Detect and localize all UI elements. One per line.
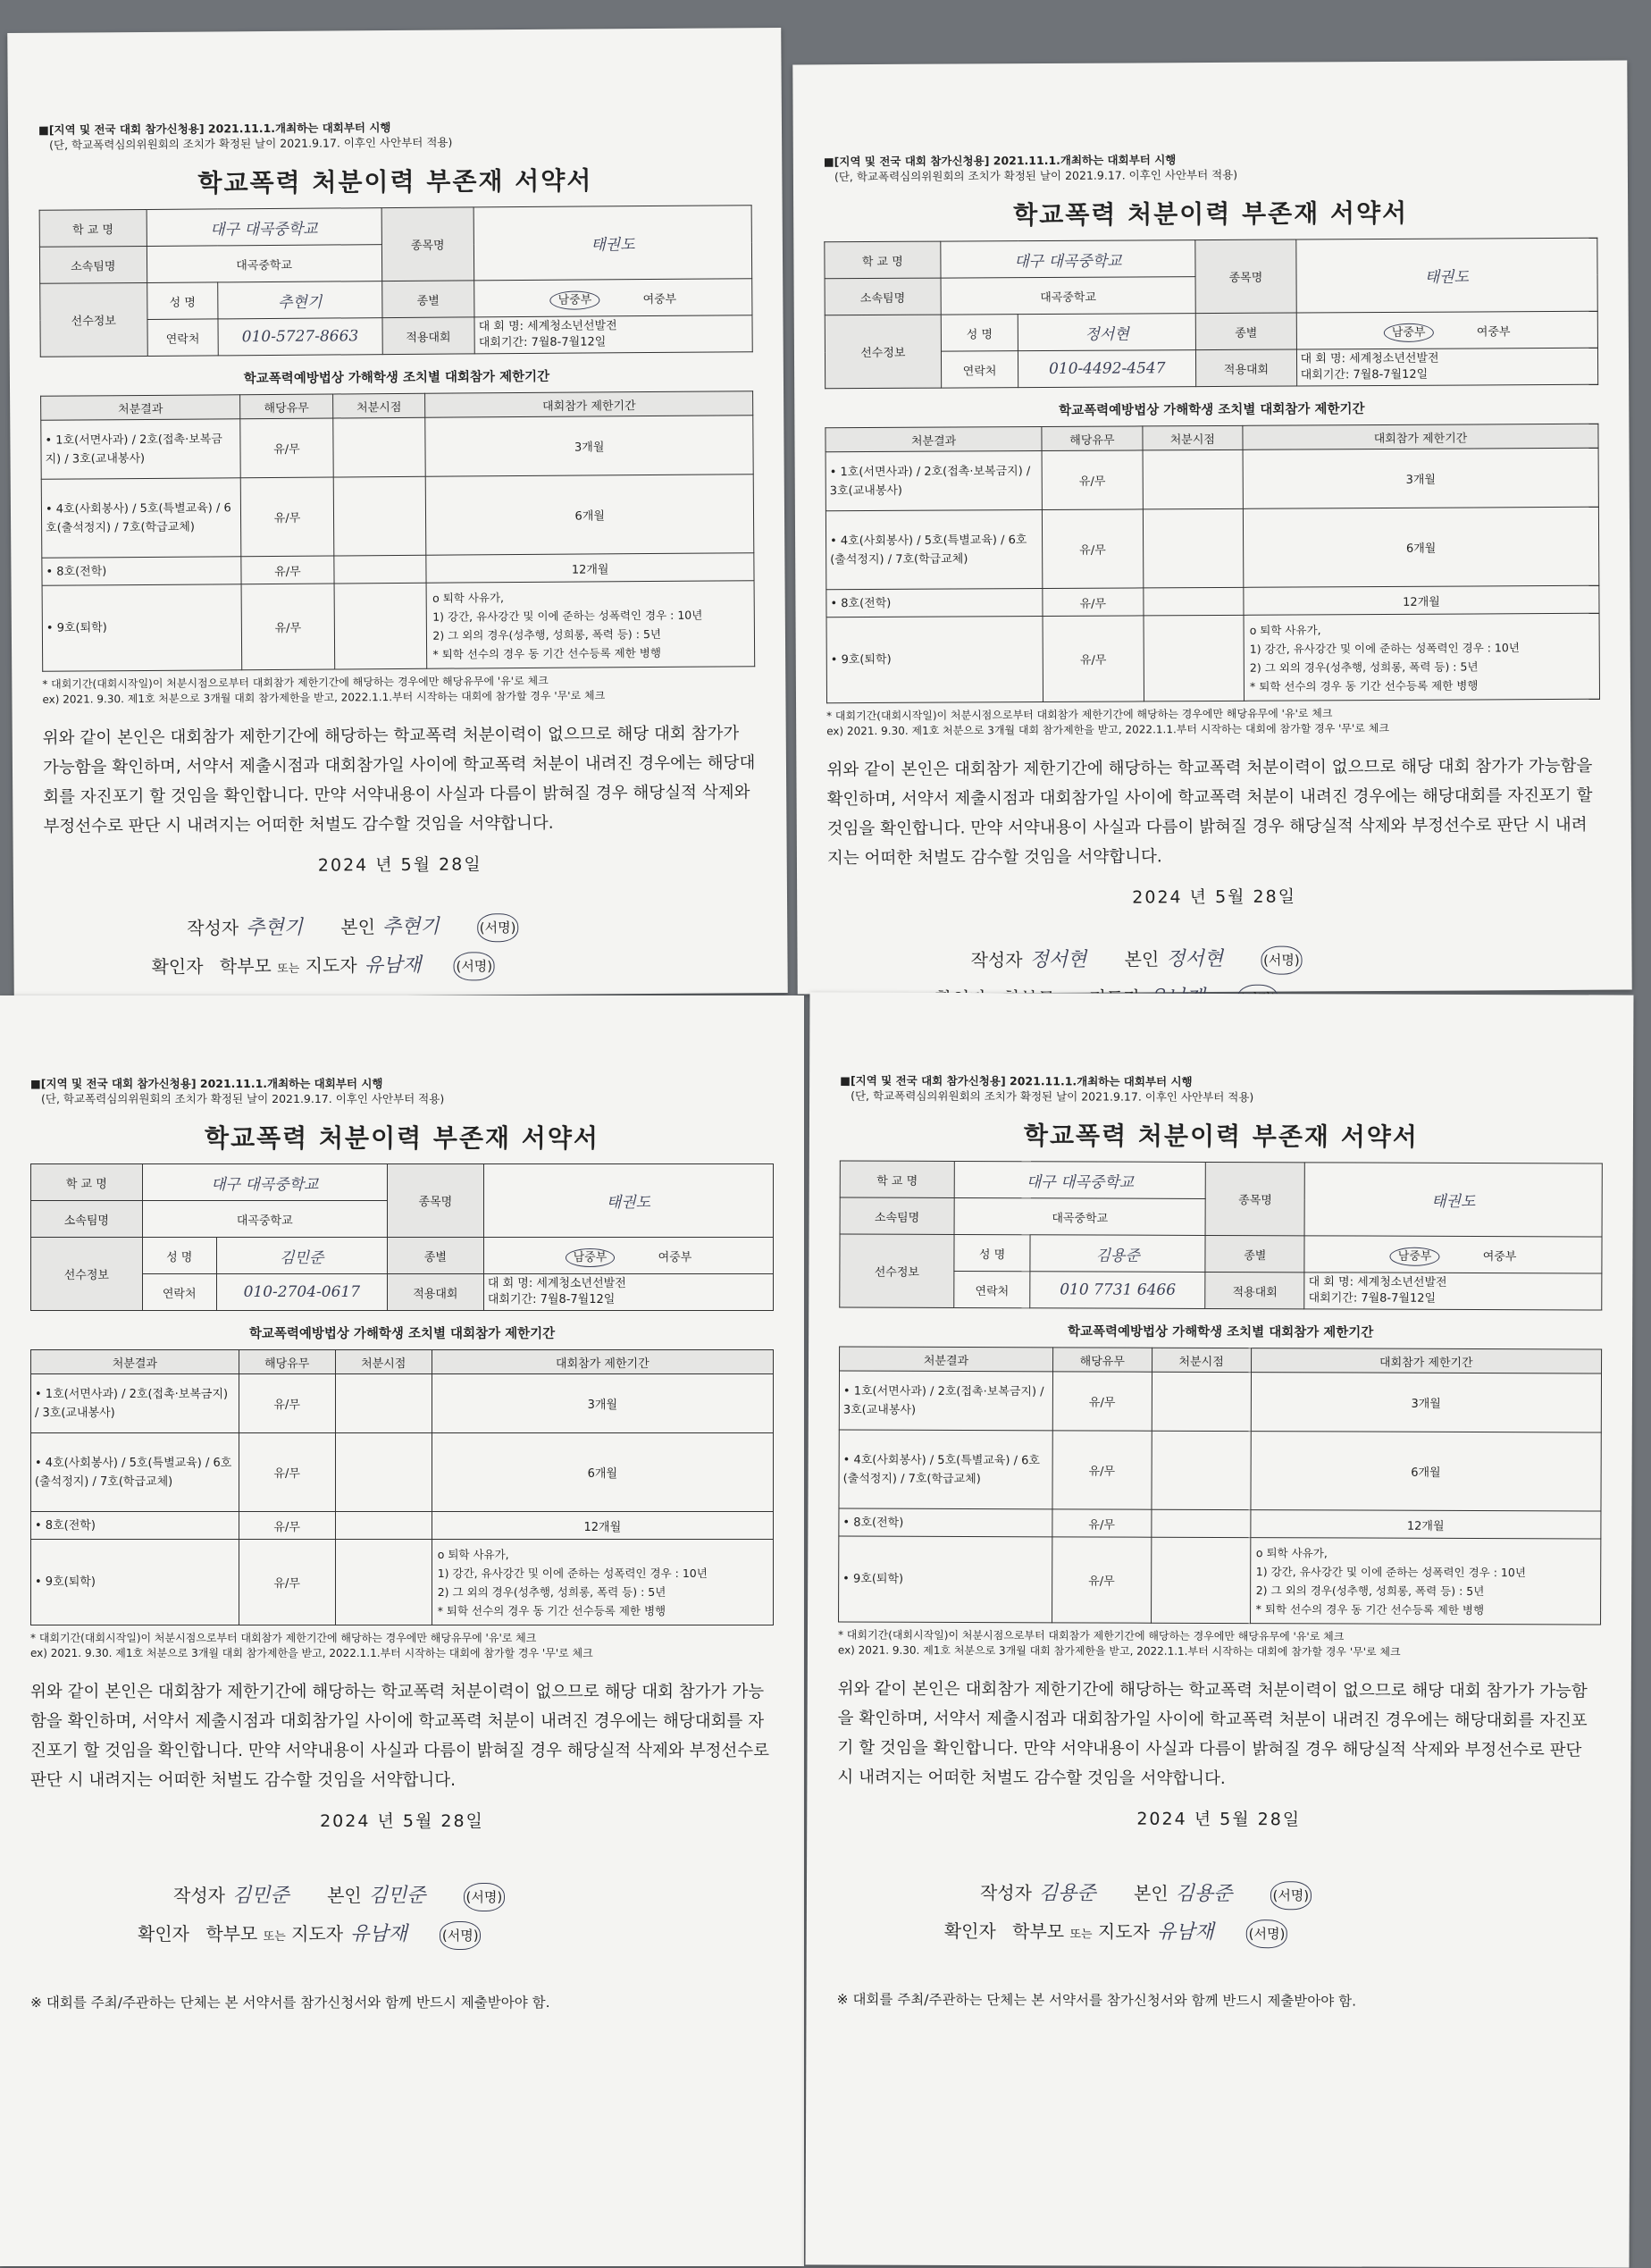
table-header: 대회참가 제한기간 — [425, 391, 753, 418]
expel-line: 2) 그 외의 경우(성추행, 성희롱, 폭력 등) : 5년 — [1255, 1583, 1485, 1598]
discipline-table — [30, 1349, 774, 1625]
note-line: ex) 2021. 9.30. 제1호 처분으로 3개월 대회 참가제한을 받고, 2022.1.1.부터 시작하는 대회에 참가할 경우 '무'로 체크 — [826, 721, 1389, 738]
parent-label: 학부모 — [205, 1923, 258, 1945]
yn-text: 유/무 — [1079, 597, 1107, 611]
expel-line: * 퇴학 선수의 경우 동 기간 선수등록 제한 병행 — [437, 1603, 666, 1617]
document-title: 학교폭력 처분이력 부존재 서약서 — [1013, 197, 1409, 231]
yn-cell — [1043, 616, 1144, 702]
notice-line: ■[지역 및 전국 대회 참가신청용] 2021.11.1.개최하는 대회부터 시행 — [38, 121, 391, 137]
notice-line: (단, 학교폭력심의위원회의 조치가 확정된 날이 2021.9.17. 이후인 사안부터 적용) — [834, 167, 1238, 184]
division-options — [474, 279, 752, 317]
notice — [824, 150, 1597, 185]
result-cell: • 4호(사회봉사) / 5호(특별교육) / 6호(출석정지) / 7호(학급교체) — [839, 1430, 1052, 1509]
note-line: ex) 2021. 9.30. 제1호 처분으로 3개월 대회 참가제한을 받고, 2022.1.1.부터 시작하는 대회에 참가할 경우 '무'로 체크 — [42, 689, 606, 706]
pledge-text: 위와 같이 본인은 대회참가 제한기간에 해당하는 학교폭력 처분이력이 없으므로 해당 대회 참가가 가능함을 확인하며, 서약서 제출시점과 대회참가일 사이에 학교폭력 처분이 내려진 경우에는 해당대회를 자진포기 할 것임을 확인합니다. 만약 서약내용이 사실과 다름이 밝혀질 경우 해당실적 삭제와 부정선수로 판단 시 내려지는 어떠한 처벌도 감수할 것임을 서약합니다. — [30, 1683, 770, 1790]
division-female: 여중부 — [642, 292, 677, 307]
competition-name: 대 회 명: 세계청소년선발전 — [1308, 1275, 1447, 1289]
contact-handwritten: 010-2704-0617 — [216, 1274, 387, 1311]
discipline-table — [825, 424, 1600, 704]
player-info-label: 선수정보 — [40, 282, 147, 357]
event-label: 종목명 — [1205, 1162, 1304, 1235]
yn-cell — [1042, 450, 1143, 510]
school-label: 학 교 명 — [39, 209, 147, 247]
contact-label: 연락처 — [954, 1271, 1030, 1307]
expel-line: o 퇴학 사유가, — [1249, 622, 1321, 637]
yn-cell — [239, 1433, 335, 1512]
table-header: 대회참가 제한기간 — [432, 1350, 773, 1374]
contact-handwritten: 010-5727-8663 — [218, 318, 382, 356]
note-line: * 대회기간(대회시작일)이 처분시점으로부터 대회참가 제한기간에 해당하는 경우에만 해당유무에 '유'로 체크 — [826, 707, 1333, 723]
team-value: 대곡중학교 — [147, 245, 381, 283]
division-female: 여중부 — [1476, 324, 1511, 339]
signature-stamp: (서명) — [1270, 1881, 1312, 1910]
yn-cell — [1043, 509, 1144, 589]
team-label: 소속팀명 — [31, 1201, 143, 1238]
yn-cell — [241, 584, 334, 670]
yn-cell — [239, 1374, 335, 1433]
result-cell: • 1호(서면사과) / 2호(접촉·보복금지) / 3호(교내봉사) — [839, 1371, 1052, 1431]
yn-cell — [239, 1540, 335, 1625]
school-value: 대구 대곡중학교 — [941, 240, 1196, 278]
school-label: 학 교 명 — [825, 241, 941, 279]
pledge-sheet — [792, 61, 1631, 995]
name-handwritten: 정서현 — [1018, 314, 1195, 351]
table-header: 처분결과 — [826, 426, 1042, 451]
division-female: 여중부 — [658, 1250, 692, 1264]
expel-line: 1) 강간, 유사강간 및 이에 준하는 성폭력인 경우 : 10년 — [437, 1566, 708, 1580]
table-header: 처분결과 — [31, 1350, 239, 1374]
result-cell: • 4호(사회봉사) / 5호(특별교육) / 6호(출석정지) / 7호(학급교체) — [826, 509, 1043, 589]
yn-cell — [1052, 1431, 1152, 1509]
coach-label: 지도자 — [1097, 1920, 1150, 1943]
yn-text: 유/무 — [273, 442, 300, 457]
table-header: 대회참가 제한기간 — [1243, 424, 1598, 449]
team-label: 소속팀명 — [825, 278, 941, 315]
date-cell — [335, 1512, 432, 1540]
or-label: 또는 — [277, 962, 300, 976]
date-cell — [333, 476, 426, 556]
expel-line: o 퇴학 사유가, — [432, 590, 505, 605]
event-label: 종목명 — [381, 207, 474, 281]
pledge-text: 위와 같이 본인은 대회참가 제한기간에 해당하는 학교폭력 처분이력이 없으므로 해당 대회 참가가 가능함을 확인하며, 서약서 제출시점과 대회참가일 사이에 학교폭력 처분이 내려진 경우에는 해당대회를 자진포기 할 것임을 확인합니다. 만약 서약내용이 사실과 다름이 밝혀질 경우 해당실적 삭제와 부정선수로 판단 시 내려지는 어떠한 처벌도 감수할 것임을 서약합니다. — [826, 756, 1593, 869]
expel-limit-cell — [426, 581, 754, 669]
coach-handwritten: 유남재 — [1156, 1920, 1214, 1944]
self-label: 본인 — [340, 916, 376, 938]
division-male: 남중부 — [1390, 1247, 1440, 1265]
name-handwritten: 추현기 — [218, 281, 382, 319]
limit-cell: 3개월 — [1243, 448, 1598, 508]
competition-name: 대 회 명: 세계청소년선발전 — [478, 319, 617, 334]
notice-line: (단, 학교폭력심의위원회의 조치가 확정된 날이 2021.9.17. 이후인 사안부터 적용) — [49, 135, 453, 152]
signature-stamp: (서명) — [1246, 1919, 1287, 1948]
name-handwritten: 김민준 — [216, 1238, 387, 1274]
yn-cell — [241, 556, 334, 584]
expel-line: 1) 강간, 유사강간 및 이에 준하는 성폭력인 경우 : 10년 — [432, 608, 703, 624]
expel-line: 1) 강간, 유사강간 및 이에 준하는 성폭력인 경우 : 10년 — [1249, 640, 1520, 656]
division-label: 종별 — [381, 281, 474, 318]
table-subtitle: 학교폭력예방법상 가해학생 조치별 대회참가 제한기간 — [1067, 1324, 1374, 1340]
expel-line: * 퇴학 선수의 경우 동 기간 선수등록 제한 병행 — [432, 645, 661, 661]
competition-name: 대 회 명: 세계청소년선발전 — [487, 1277, 626, 1290]
table-notes — [42, 672, 755, 708]
event-value: 태권도 — [474, 206, 751, 281]
self-handwritten: 추현기 — [381, 915, 440, 939]
result-cell: • 4호(사회봉사) / 5호(특별교육) / 6호(출석정지) / 7호(학급교체) — [31, 1433, 239, 1512]
date-cell — [335, 1433, 432, 1512]
school-value: 대구 대곡중학교 — [954, 1161, 1206, 1198]
limit-cell: 12개월 — [426, 553, 754, 584]
date-cell — [335, 1540, 432, 1625]
yn-text: 유/무 — [273, 1520, 300, 1534]
result-cell: • 9호(퇴학) — [839, 1536, 1052, 1623]
division-options — [1296, 311, 1598, 349]
document-title: 학교폭력 처분이력 부존재 서약서 — [197, 165, 593, 198]
note-line: ex) 2021. 9.30. 제1호 처분으로 3개월 대회 참가제한을 받고, 2022.1.1.부터 시작하는 대회에 참가할 경우 '무'로 체크 — [30, 1647, 593, 1659]
signature-stamp: (서명) — [477, 913, 518, 942]
contact-handwritten: 010 7731 6466 — [1030, 1272, 1205, 1309]
table-header: 처분시점 — [1143, 425, 1244, 450]
division-options — [1304, 1236, 1602, 1273]
date-cell — [1152, 1509, 1251, 1537]
yn-cell — [1052, 1509, 1152, 1537]
contact-label: 연락처 — [941, 351, 1018, 388]
team-value: 대곡중학교 — [941, 277, 1196, 315]
result-cell: • 8호(전학) — [839, 1508, 1052, 1537]
pledge-date: 2024 년 5월 28일 — [320, 1811, 484, 1831]
note-line: ex) 2021. 9.30. 제1호 처분으로 3개월 대회 참가제한을 받고, 2022.1.1.부터 시작하는 대회에 참가할 경우 '무'로 체크 — [837, 1643, 1401, 1659]
event-value: 태권도 — [1295, 238, 1597, 313]
result-cell: • 4호(사회봉사) / 5호(특별교육) / 6호(출석정지) / 7호(학급교체) — [41, 478, 241, 559]
player-info-table — [824, 238, 1598, 390]
document-title: 학교폭력 처분이력 부존재 서약서 — [1023, 1121, 1419, 1152]
player-info-label: 선수정보 — [825, 315, 941, 389]
pledge-sheet — [7, 28, 788, 998]
player-info-table — [39, 205, 753, 357]
date-cell — [1143, 508, 1244, 588]
note-line: * 대회기간(대회시작일)이 처분시점으로부터 대회참가 제한기간에 해당하는 경우에만 해당유무에 '유'로 체크 — [837, 1628, 1345, 1643]
date-cell — [1152, 1431, 1251, 1509]
table-subtitle: 학교폭력예방법상 가해학생 조치별 대회참가 제한기간 — [243, 369, 550, 387]
division-female: 여중부 — [1482, 1249, 1517, 1264]
table-header: 대회참가 제한기간 — [1251, 1348, 1602, 1373]
writer-handwritten: 추현기 — [246, 916, 304, 940]
school-value: 대구 대곡중학교 — [147, 208, 381, 247]
notice-line: ■[지역 및 전국 대회 참가신청용] 2021.11.1.개최하는 대회부터 시행 — [30, 1077, 383, 1090]
team-label: 소속팀명 — [39, 246, 147, 283]
table-header: 처분시점 — [335, 1350, 432, 1374]
date-cell — [335, 1374, 432, 1433]
confirmer-label: 확인자 — [138, 1923, 189, 1945]
result-cell: • 9호(퇴학) — [31, 1540, 239, 1625]
notice — [30, 1076, 774, 1106]
table-header: 해당유무 — [239, 1350, 335, 1374]
signature-stamp: (서명) — [454, 952, 495, 980]
player-info-table — [30, 1163, 774, 1311]
yn-text: 유/무 — [273, 1577, 300, 1591]
writer-label: 작성자 — [979, 1882, 1032, 1904]
document-title: 학교폭력 처분이력 부존재 서약서 — [205, 1123, 599, 1153]
name-label: 성 명 — [954, 1234, 1030, 1271]
yn-text: 유/무 — [1088, 1517, 1115, 1533]
result-cell: • 1호(서면사과) / 2호(접촉·보복금지) / 3호(교내봉사) — [826, 450, 1043, 510]
yn-cell — [1043, 588, 1144, 617]
pledge-date: 2024 년 5월 28일 — [1136, 1809, 1302, 1830]
limit-cell: 12개월 — [432, 1512, 773, 1540]
yn-cell — [1052, 1537, 1151, 1623]
applied-label: 적용대회 — [387, 1274, 483, 1311]
yn-cell — [239, 1512, 335, 1540]
division-label: 종별 — [1205, 1235, 1304, 1272]
notice — [840, 1073, 1603, 1106]
yn-text: 유/무 — [273, 1467, 300, 1481]
footer-note: ※ 대회를 주최/주관하는 단체는 본 서약서를 참가신청서와 함께 반드시 제출받아야 함. — [30, 1995, 550, 2011]
date-cell — [1152, 1372, 1251, 1431]
team-label: 소속팀명 — [840, 1197, 954, 1234]
division-male: 남중부 — [1384, 323, 1434, 341]
yn-text: 유/무 — [273, 511, 301, 525]
table-header: 처분시점 — [332, 393, 425, 418]
limit-cell: 12개월 — [1244, 585, 1599, 615]
table-notes — [826, 705, 1600, 740]
table-header: 처분시점 — [1152, 1348, 1251, 1372]
expel-line: 1) 강간, 유사강간 및 이에 준하는 성폭력인 경우 : 10년 — [1255, 1564, 1526, 1579]
contact-handwritten: 010-4492-4547 — [1018, 350, 1196, 388]
writer-label: 작성자 — [970, 949, 1023, 971]
competition-info — [474, 315, 752, 354]
table-header: 처분결과 — [840, 1347, 1053, 1372]
limit-cell: 3개월 — [1251, 1373, 1602, 1432]
limit-cell: 3개월 — [425, 416, 753, 477]
limit-cell: 3개월 — [432, 1374, 773, 1433]
table-header: 처분결과 — [41, 395, 240, 421]
competition-period: 대회기간: 7월8-7월12일 — [1300, 367, 1429, 382]
result-cell: • 8호(전학) — [42, 557, 241, 586]
self-handwritten: 김민준 — [368, 1885, 426, 1907]
pledge-text: 위와 같이 본인은 대회참가 제한기간에 해당하는 학교폭력 처분이력이 없으므로 해당 대회 참가가 가능함을 확인하며, 서약서 제출시점과 대회참가일 사이에 학교폭력 처분이 내려진 경우에는 해당대회를 자진포기 할 것임을 확인합니다. 만약 서약내용이 사실과 다름이 밝혀질 경우 해당실적 삭제와 부정선수로 판단 시 내려지는 어떠한 처벌도 감수할 것임을 서약합니다. — [837, 1679, 1588, 1789]
name-label: 성 명 — [142, 1238, 216, 1274]
applied-label: 적용대회 — [382, 317, 475, 355]
player-info-label: 선수정보 — [31, 1238, 143, 1311]
yn-text: 유/무 — [274, 565, 301, 579]
yn-text: 유/무 — [273, 1399, 300, 1412]
parent-label: 학부모 — [1012, 1920, 1065, 1943]
contact-label: 연락처 — [142, 1274, 216, 1311]
pledge-date: 2024 년 5월 28일 — [317, 854, 482, 876]
division-male: 남중부 — [566, 1248, 616, 1267]
coach-handwritten: 유남재 — [350, 1923, 407, 1945]
expel-line: o 퇴학 사유가, — [437, 1547, 509, 1561]
division-label: 종별 — [1195, 313, 1296, 350]
table-subtitle: 학교폭력예방법상 가해학생 조치별 대회참가 제한기간 — [248, 1327, 556, 1341]
contact-label: 연락처 — [147, 319, 219, 357]
writer-handwritten: 정서현 — [1029, 948, 1087, 972]
writer-label: 작성자 — [187, 917, 239, 939]
table-subtitle: 학교폭력예방법상 가해학생 조치별 대회참가 제한기간 — [1059, 402, 1365, 418]
self-label: 본인 — [1134, 1882, 1169, 1904]
expel-line: * 퇴학 선수의 경우 동 기간 선수등록 제한 병행 — [1255, 1601, 1485, 1617]
yn-cell — [240, 418, 333, 478]
or-label: 또는 — [263, 1930, 286, 1944]
discipline-table — [40, 391, 755, 672]
result-cell: • 8호(전학) — [826, 588, 1043, 617]
self-label: 본인 — [1124, 948, 1160, 970]
event-value: 태권도 — [1304, 1163, 1602, 1237]
yn-text: 유/무 — [1088, 1396, 1116, 1410]
pledge-sheet — [806, 992, 1634, 2267]
expel-limit-cell — [1250, 1538, 1601, 1625]
note-line: * 대회기간(대회시작일)이 처분시점으로부터 대회참가 제한기간에 해당하는 경우에만 해당유무에 '유'로 체크 — [42, 674, 549, 691]
notice-line: (단, 학교폭력심의위원회의 조치가 확정된 날이 2021.9.17. 이후인 사안부터 적용) — [41, 1092, 445, 1105]
limit-cell: 6개월 — [1251, 1432, 1602, 1511]
limit-cell: 12개월 — [1250, 1510, 1601, 1539]
writer-handwritten: 김용준 — [1038, 1882, 1096, 1905]
parent-label: 학부모 — [219, 954, 272, 978]
writer-handwritten: 김민준 — [231, 1885, 289, 1907]
limit-cell: 6개월 — [432, 1433, 773, 1512]
yn-text: 유/무 — [1088, 1465, 1116, 1479]
writer-label: 작성자 — [173, 1885, 225, 1906]
note-line: * 대회기간(대회시작일)이 처분시점으로부터 대회참가 제한기간에 해당하는 경우에만 해당유무에 '유'로 체크 — [30, 1632, 537, 1644]
yn-text: 유/무 — [274, 621, 302, 635]
result-cell: • 1호(서면사과) / 2호(접촉·보복금지) / 3호(교내봉사) — [41, 419, 241, 480]
team-value: 대곡중학교 — [954, 1197, 1206, 1235]
event-value: 태권도 — [483, 1164, 773, 1238]
event-label: 종목명 — [387, 1164, 483, 1238]
school-label: 학 교 명 — [31, 1164, 143, 1201]
result-cell: • 1호(서면사과) / 2호(접촉·보복금지) / 3호(교내봉사) — [31, 1374, 239, 1433]
limit-cell: 6개월 — [1243, 507, 1598, 587]
competition-name: 대 회 명: 세계청소년선발전 — [1300, 351, 1439, 366]
competition-info — [483, 1274, 773, 1311]
footer-note: ※ 대회를 주최/주관하는 단체는 본 서약서를 참가신청서와 함께 반드시 제출받아야 함. — [836, 1991, 1357, 2010]
self-handwritten: 김용준 — [1175, 1882, 1233, 1906]
yn-text: 유/무 — [1078, 475, 1106, 489]
limit-cell: 6개월 — [426, 475, 754, 556]
expel-limit-cell — [1244, 613, 1599, 701]
or-label: 또는 — [1069, 1928, 1093, 1942]
competition-info — [1304, 1273, 1602, 1310]
table-notes — [838, 1628, 1601, 1661]
expel-line: 2) 그 외의 경우(성추행, 성희롱, 폭력 등) : 5년 — [1249, 659, 1479, 675]
notice-line: ■[지역 및 전국 대회 참가신청용] 2021.11.1.개최하는 대회부터 시행 — [823, 153, 1177, 169]
expel-line: 2) 그 외의 경우(성추행, 성희롱, 폭력 등) : 5년 — [432, 626, 661, 643]
expel-limit-cell — [432, 1540, 773, 1625]
competition-period: 대회기간: 7월8-7월12일 — [1308, 1291, 1437, 1306]
notice-line: ■[지역 및 전국 대회 참가신청용] 2021.11.1.개최하는 대회부터 시행 — [840, 1073, 1193, 1088]
table-header: 해당유무 — [240, 394, 333, 419]
result-cell: • 8호(전학) — [31, 1512, 239, 1540]
event-label: 종목명 — [1195, 239, 1296, 314]
confirmer-label: 확인자 — [151, 955, 204, 978]
discipline-table — [838, 1347, 1602, 1625]
result-cell: • 9호(퇴학) — [42, 584, 242, 672]
coach-handwritten: 유남재 — [364, 953, 422, 978]
player-info-label: 선수정보 — [840, 1234, 954, 1307]
school-label: 학 교 명 — [840, 1161, 954, 1197]
table-header: 해당유무 — [1042, 426, 1143, 451]
date-cell — [334, 555, 427, 584]
confirmer-label: 확인자 — [943, 1919, 996, 1943]
date-cell — [334, 583, 427, 669]
date-cell — [1151, 1537, 1250, 1623]
signature-stamp: (서명) — [440, 1921, 481, 1950]
team-value: 대곡중학교 — [142, 1201, 387, 1238]
division-options — [483, 1238, 773, 1274]
competition-info — [1296, 348, 1598, 386]
pledge-date: 2024 년 5월 28일 — [1132, 886, 1297, 908]
yn-text: 유/무 — [1079, 653, 1107, 668]
yn-cell — [240, 477, 333, 557]
competition-period: 대회기간: 7월8-7월12일 — [478, 335, 607, 350]
applied-label: 적용대회 — [1205, 1272, 1304, 1308]
result-cell: • 9호(퇴학) — [826, 616, 1043, 702]
expel-line: o 퇴학 사유가, — [1255, 1545, 1328, 1559]
date-cell — [333, 417, 426, 477]
school-value: 대구 대곡중학교 — [142, 1164, 387, 1201]
expel-line: * 퇴학 선수의 경우 동 기간 선수등록 제한 병행 — [1249, 677, 1479, 693]
notice-line: (단, 학교폭력심의위원회의 조치가 확정된 날이 2021.9.17. 이후인 사안부터 적용) — [851, 1088, 1254, 1105]
coach-label: 지도자 — [305, 954, 357, 977]
date-cell — [1143, 449, 1244, 509]
division-label: 종별 — [387, 1238, 483, 1274]
signature-block — [44, 905, 758, 990]
date-cell — [1144, 615, 1245, 701]
division-male: 남중부 — [550, 290, 600, 309]
notice — [38, 117, 751, 153]
signature-block — [837, 1874, 1600, 1956]
date-cell — [1143, 587, 1244, 616]
yn-text: 유/무 — [1088, 1575, 1115, 1589]
name-label: 성 명 — [147, 282, 218, 320]
signature-stamp: (서명) — [1261, 945, 1302, 974]
expel-line: 2) 그 외의 경우(성추행, 성희롱, 폭력 등) : 5년 — [437, 1584, 666, 1599]
pledge-text: 위와 같이 본인은 대회참가 제한기간에 해당하는 학교폭력 처분이력이 없으므로 해당 대회 참가가 가능함을 확인하며, 서약서 제출시점과 대회참가일 사이에 학교폭력 처분이 내려진 경우에는 해당대회를 자진포기 할 것임을 확인합니다. 만약 서약내용이 사실과 다름이 밝혀질 경우 해당실적 삭제와 부정선수로 판단 시 내려지는 어떠한 처벌도 감수할 것임을 서약합니다. — [42, 724, 756, 836]
player-info-table — [839, 1161, 1603, 1311]
coach-label: 지도자 — [291, 1923, 344, 1945]
signature-block — [30, 1877, 774, 1956]
yn-text: 유/무 — [1079, 543, 1106, 558]
name-label: 성 명 — [941, 315, 1018, 351]
yn-cell — [1052, 1372, 1152, 1431]
pledge-sheet — [0, 995, 804, 2266]
name-handwritten: 김용준 — [1030, 1235, 1205, 1273]
table-notes — [30, 1631, 774, 1661]
self-label: 본인 — [327, 1885, 362, 1906]
table-header: 해당유무 — [1052, 1348, 1152, 1372]
competition-period: 대회기간: 7월8-7월12일 — [487, 1293, 616, 1306]
signature-stamp: (서명) — [464, 1883, 505, 1911]
self-handwritten: 정서현 — [1166, 947, 1224, 971]
applied-label: 적용대회 — [1196, 349, 1297, 387]
